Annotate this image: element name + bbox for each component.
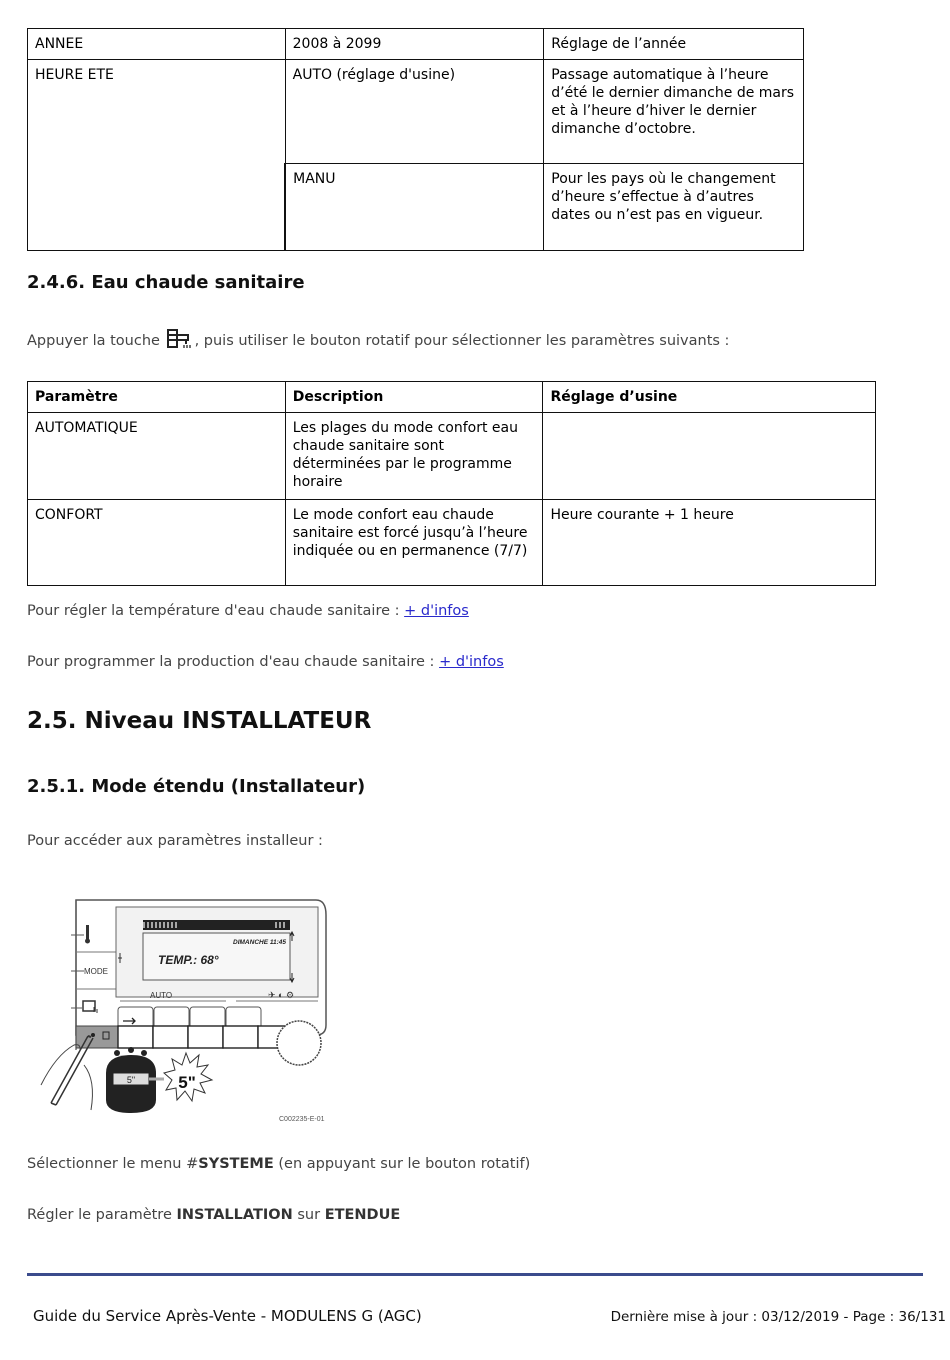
- param-installation: INSTALLATION: [176, 1207, 293, 1223]
- header-parametre: Paramètre: [28, 382, 286, 413]
- param-cell: CONFORT: [28, 500, 286, 586]
- table-row: [28, 29, 804, 60]
- step-select-systeme: [27, 1156, 530, 1172]
- header-reglage-usine: Réglage d’usine: [543, 382, 876, 413]
- menu-systeme: SYSTEME: [198, 1156, 274, 1172]
- step-set-installation: [27, 1207, 400, 1223]
- desc-cell: Passage automatique à l’heure d’été le dernier dimanche de mars et à l’heure d’hiver le dernier dimanche d’octobre.: [544, 60, 804, 164]
- desc-cell: Pour les pays où le changement d’heure s’effectue à d’autres dates ou n’est pas en vigueur.: [544, 164, 804, 251]
- figure-code: C002235-E-01: [279, 1116, 325, 1123]
- mode-label: MODE: [84, 967, 108, 976]
- screen-temp-label: TEMP.: 68°: [158, 953, 219, 967]
- footer-right: Dernière mise à jour : 03/12/2019 - Page : 36/131: [610, 1309, 946, 1325]
- dhw-tap-icon: [166, 329, 194, 353]
- more-info-link-temperature[interactable]: + d'infos: [404, 603, 469, 619]
- control-panel-illustration: [36, 895, 346, 1127]
- value-cell: MANU: [285, 164, 544, 251]
- header-description: Description: [285, 382, 543, 413]
- line-text: Pour régler la température d'eau chaude sanitaire :: [27, 603, 400, 619]
- stopwatch-icon: [106, 1047, 164, 1113]
- section-title-25: 2.5. Niveau INSTALLATEUR: [27, 708, 372, 734]
- five-seconds-burst: [164, 1053, 212, 1101]
- more-info-link-programming[interactable]: + d'infos: [439, 654, 504, 670]
- section-title-246: 2.4.6. Eau chaude sanitaire: [27, 272, 305, 293]
- step-text: (en appuyant sur le bouton rotatif): [273, 1156, 531, 1172]
- factory-cell: [543, 413, 876, 500]
- param-cell: ANNEE: [28, 29, 286, 60]
- step-text: Sélectionner le menu #: [27, 1156, 199, 1172]
- footer-left: Guide du Service Après-Vente - MODULENS G (AGC): [33, 1307, 422, 1325]
- installer-intro: Pour accéder aux paramètres installeur :: [27, 833, 323, 849]
- param-cell: AUTOMATIQUE: [28, 413, 286, 500]
- table-header-row: [28, 382, 876, 413]
- dhw-temperature-line: [27, 603, 469, 619]
- table-row: [28, 413, 876, 500]
- step-text: sur: [292, 1207, 325, 1223]
- screen-mode-icons: ✈ ◐ ⚙: [268, 990, 295, 1000]
- footer-rule: [27, 1273, 923, 1276]
- factory-cell: Heure courante + 1 heure: [543, 500, 876, 586]
- timer-label: 5": [178, 1073, 196, 1092]
- intro-text-before: Appuyer la touche: [27, 333, 160, 349]
- intro-text-after: , puis utiliser le bouton rotatif pour sélectionner les paramètres suivants :: [194, 333, 730, 349]
- value-cell: 2008 à 2099: [285, 29, 544, 60]
- desc-cell: Le mode confort eau chaude sanitaire est forcé jusqu’à l’heure indiquée ou en permanence (7/7): [285, 500, 543, 586]
- auto-label: AUTO: [150, 991, 173, 1000]
- value-etendue: ETENDUE: [324, 1207, 401, 1223]
- desc-cell: Les plages du mode confort eau chaude sanitaire sont déterminées par le programme horaire: [285, 413, 543, 500]
- stopwatch-label: 5": [126, 1075, 136, 1085]
- dhw-intro: [27, 329, 729, 353]
- step-text: Régler le paramètre: [27, 1207, 177, 1223]
- dhw-programming-line: [27, 654, 504, 670]
- screen-day-label: DIMANCHE 11:45: [233, 939, 286, 946]
- value-cell: AUTO (réglage d'usine): [285, 60, 544, 164]
- time-settings-table: [27, 28, 804, 251]
- line-text: Pour programmer la production d'eau chaude sanitaire :: [27, 654, 435, 670]
- table-row: [28, 500, 876, 586]
- section-title-251: 2.5.1. Mode étendu (Installateur): [27, 776, 366, 797]
- dhw-parameters-table: [27, 381, 876, 586]
- desc-cell: Réglage de l’année: [544, 29, 804, 60]
- param-cell: HEURE ETE: [28, 60, 286, 251]
- table-row: [28, 60, 804, 164]
- rotary-knob: [277, 1021, 321, 1065]
